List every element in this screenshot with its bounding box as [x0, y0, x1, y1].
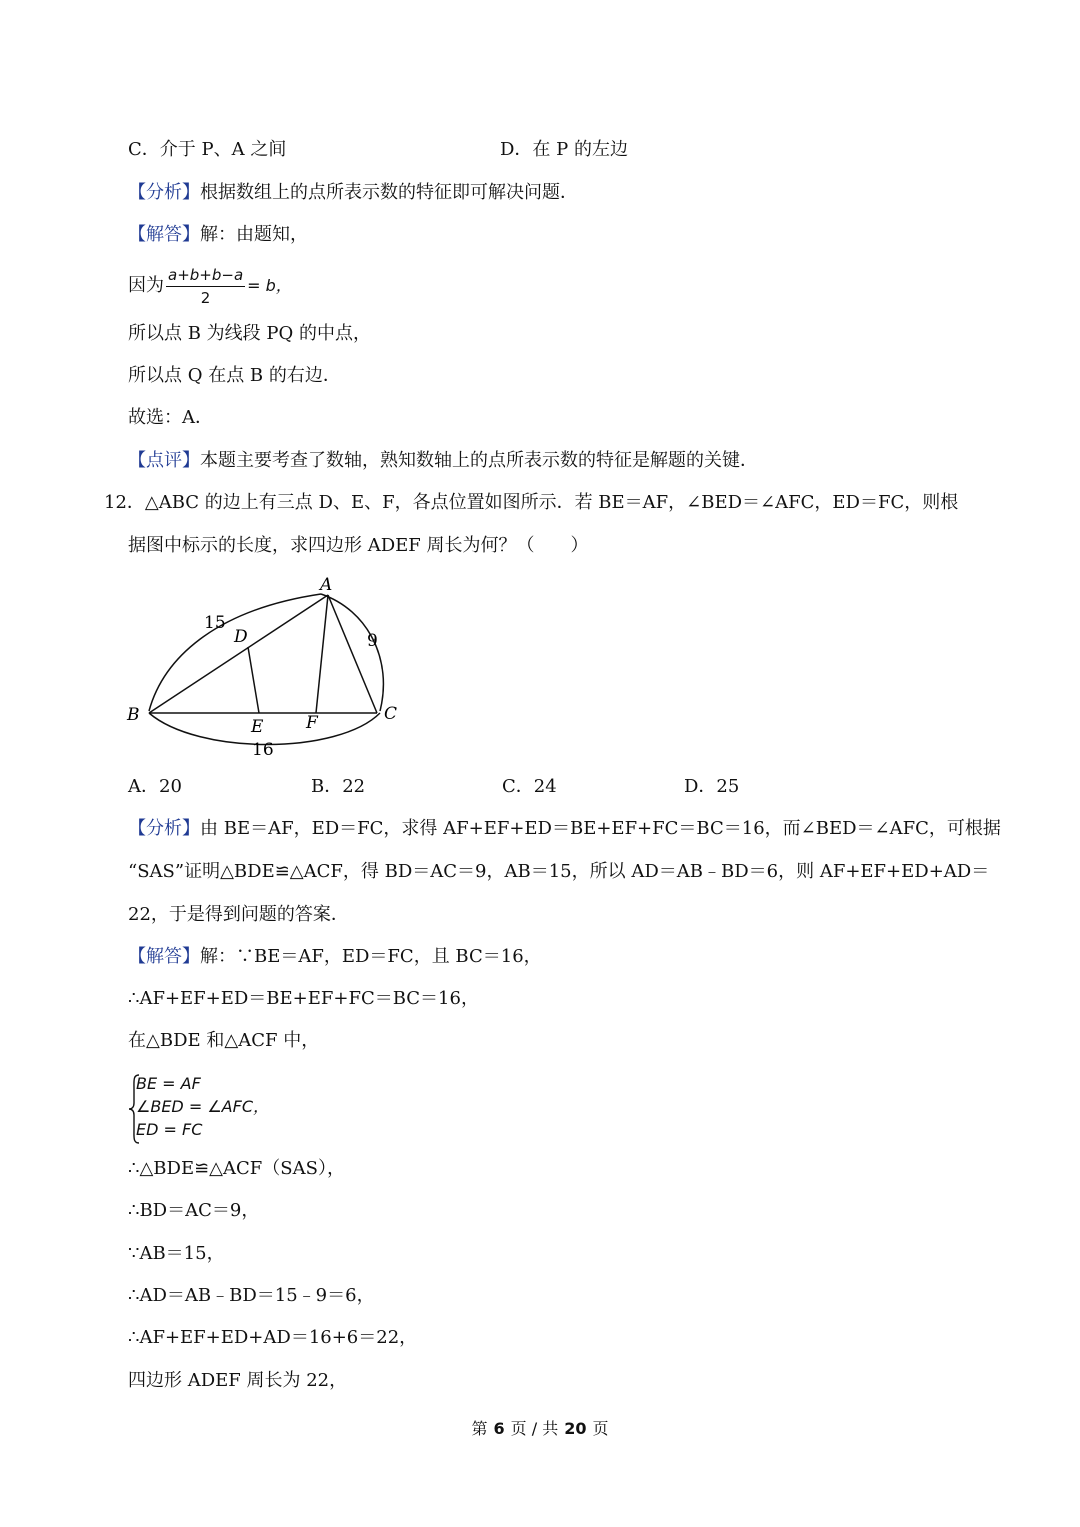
label-f: F	[306, 713, 318, 733]
solution-line-5: ∴BD＝AC＝9，	[128, 1200, 260, 1221]
analysis2-line-1	[128, 817, 1001, 841]
footer-page-number: 6	[493, 1419, 505, 1438]
solution2-line-1	[128, 945, 542, 969]
choice-d: D．25	[684, 776, 740, 797]
option-c-top: C．介于 P、A 之间	[128, 139, 287, 160]
analysis2-line-2: “SAS”证明△BDE≌△ACF，得 BD＝AC＝9，AB＝15，所以 AD＝AB﹣BD＝6，则 AF+EF+ED+AD＝	[128, 861, 990, 882]
length-bc: 16	[252, 740, 274, 760]
label-d: D	[234, 627, 248, 647]
because-prefix: 因为	[128, 275, 164, 296]
length-ac: 9	[367, 631, 378, 651]
solution2-label: 【解答】	[128, 946, 200, 967]
label-b: B	[127, 705, 140, 725]
fraction-denominator: 2	[200, 288, 211, 307]
analysis2-line-3: 22，于是得到问题的答案．	[128, 904, 349, 925]
solution-line-3: 在△BDE 和△ACF 中，	[128, 1030, 320, 1051]
choose-line: 故选：A．	[128, 407, 213, 428]
midpoint-line: 所以点 B 为线段 PQ 的中点，	[128, 323, 371, 344]
analysis-label: 【分析】	[128, 182, 200, 203]
footer-prefix: 第	[471, 1419, 488, 1438]
comment-label: 【点评】	[128, 450, 200, 471]
choice-c: C．24	[502, 776, 557, 797]
comment-line	[128, 449, 758, 473]
fraction-numerator: a+b+b−a	[166, 266, 245, 287]
segment-de	[248, 647, 259, 713]
solution-line-4: ∴△BDE≌△ACF（SAS），	[128, 1158, 345, 1179]
system-eq-1: BE = AF	[136, 1074, 201, 1093]
footer-total-pages: 20	[564, 1419, 587, 1438]
analysis-line	[128, 181, 578, 205]
solution-line-8: ∴AF+EF+ED+AD＝16+6＝22，	[128, 1327, 418, 1348]
arc-ab	[149, 594, 321, 711]
side-ab	[149, 595, 328, 713]
fraction-rest: = b，	[247, 276, 292, 295]
label-c: C	[384, 704, 398, 724]
choice-a: A．20	[128, 776, 182, 797]
page-footer	[0, 1416, 1080, 1439]
length-ab: 15	[204, 613, 226, 633]
analysis2-label: 【分析】	[128, 818, 200, 839]
comment-text: 本题主要考查了数轴，熟知数轴上的点所表示数的特征是解题的关键．	[200, 450, 758, 471]
solution-line-7: ∴AD＝AB﹣BD＝15﹣9＝6，	[128, 1285, 375, 1306]
footer-mid: 页 / 共	[510, 1419, 559, 1438]
system-eq-3: ED = FC	[136, 1120, 203, 1139]
choice-b: B．22	[311, 776, 366, 797]
fraction-line	[128, 264, 292, 308]
analysis-text: 根据数组上的点所表示数的特征即可解决问题．	[200, 182, 578, 203]
solution-line-9: 四边形 ADEF 周长为 22，	[128, 1370, 348, 1391]
solution-line-6: ∵AB＝15，	[128, 1243, 225, 1264]
option-d-top: D．在 P 的左边	[500, 139, 628, 160]
system-eq-2: ∠BED = ∠AFC，	[136, 1097, 269, 1116]
solution-line-2: ∴AF+EF+ED＝BE+EF+FC＝BC＝16，	[128, 988, 479, 1009]
solution-line	[128, 223, 308, 247]
question-12-line-1: 12．△ABC 的边上有三点 D、E、F，各点位置如图所示．若 BE＝AF，∠BED＝∠AFC，ED＝FC，则根	[104, 492, 959, 513]
footer-suffix: 页	[592, 1419, 609, 1438]
fraction	[166, 266, 245, 307]
label-e: E	[251, 717, 264, 737]
segment-af	[316, 595, 328, 713]
solution-label: 【解答】	[128, 224, 200, 245]
q-right-line: 所以点 Q 在点 B 的右边．	[128, 365, 341, 386]
solution-text: 解：由题知，	[200, 224, 308, 245]
triangle-figure	[118, 570, 418, 765]
question-12-line-2: 据图中标示的长度，求四边形 ADEF 周长为何？（ ）	[128, 535, 589, 556]
solution2-text-1: 解：∵BE＝AF，ED＝FC，且 BC＝16，	[200, 946, 542, 967]
label-a: A	[320, 575, 333, 595]
analysis2-text-1: 由 BE＝AF，ED＝FC，求得 AF+EF+ED＝BE+EF+FC＝BC＝16，而∠BED＝∠AFC，可根据	[200, 818, 1001, 839]
